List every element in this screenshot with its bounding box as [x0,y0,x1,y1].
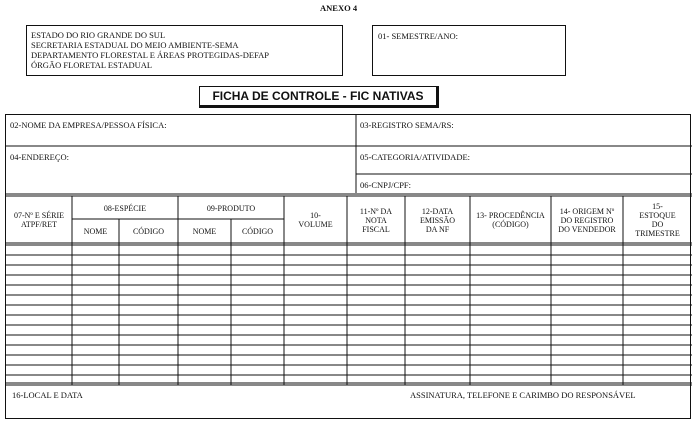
col-atpf-header: 07-Nº E SÉRIE ATPF/RET [13,211,65,229]
col-invoice-header: 11-Nº DA NOTA FISCAL [359,206,393,234]
cnpj-field[interactable]: 06-CNPJ/CPF: [360,180,412,190]
col-product-header: 09-PRODUTO [206,203,256,213]
col-volume-header: 10- VOLUME [298,211,333,229]
col-product-name-header: NOME [192,226,217,236]
form-grid-lines [6,115,692,420]
org-line-1: ESTADO DO RIO GRANDE DO SUL [31,30,166,40]
company-name-field[interactable]: 02-NOME DA EMPRESA/PESSOA FÍSICA: [10,120,167,130]
signature-field[interactable]: ASSINATURA, TELEFONE E CARIMBO DO RESPONSÁVEL [410,390,636,400]
form-main-frame [5,114,691,419]
col-stock-header: 15- ESTOQUE DO TRIMESTRE [635,202,680,238]
form-title: FICHA DE CONTROLE - FIC NATIVAS [199,86,439,108]
col-species-code-header: CÓDIGO [132,226,165,236]
org-line-4: ÓRGÃO FLORETAL ESTADUAL [31,60,153,70]
registry-field[interactable]: 03-REGISTRO SEMA/RS: [360,120,454,130]
category-field[interactable]: 05-CATEGORIA/ATIVIDADE: [360,152,471,162]
address-field[interactable]: 04-ENDEREÇO: [10,152,70,162]
org-line-3: DEPARTAMENTO FLORESTAL E ÁREAS PROTEGIDAS-DEFAP [31,50,270,60]
org-line-2: SECRETARIA ESTADUAL DO MEIO AMBIENTE-SEMA [31,40,239,50]
place-date-field[interactable]: 16-LOCAL E DATA [12,390,83,400]
org-header-box [26,25,343,76]
annex-label: ANEXO 4 [320,3,358,13]
col-product-code-header: CÓDIGO [241,226,274,236]
col-issue-date-header: 12-DATA EMISSÃO DA NF [419,206,456,234]
semester-field[interactable] [372,25,566,76]
col-seller-registry-header: 14- ORIGEM Nº DO REGISTRO DO VENDEDOR [558,206,616,234]
col-species-header: 08-ESPÉCIE [103,203,147,213]
col-origin-code-header: 13- PROCEDÊNCIA (CÓDIGO) [476,211,545,229]
col-species-name-header: NOME [83,226,108,236]
semester-label: 01- SEMESTRE/ANO: [378,31,459,41]
